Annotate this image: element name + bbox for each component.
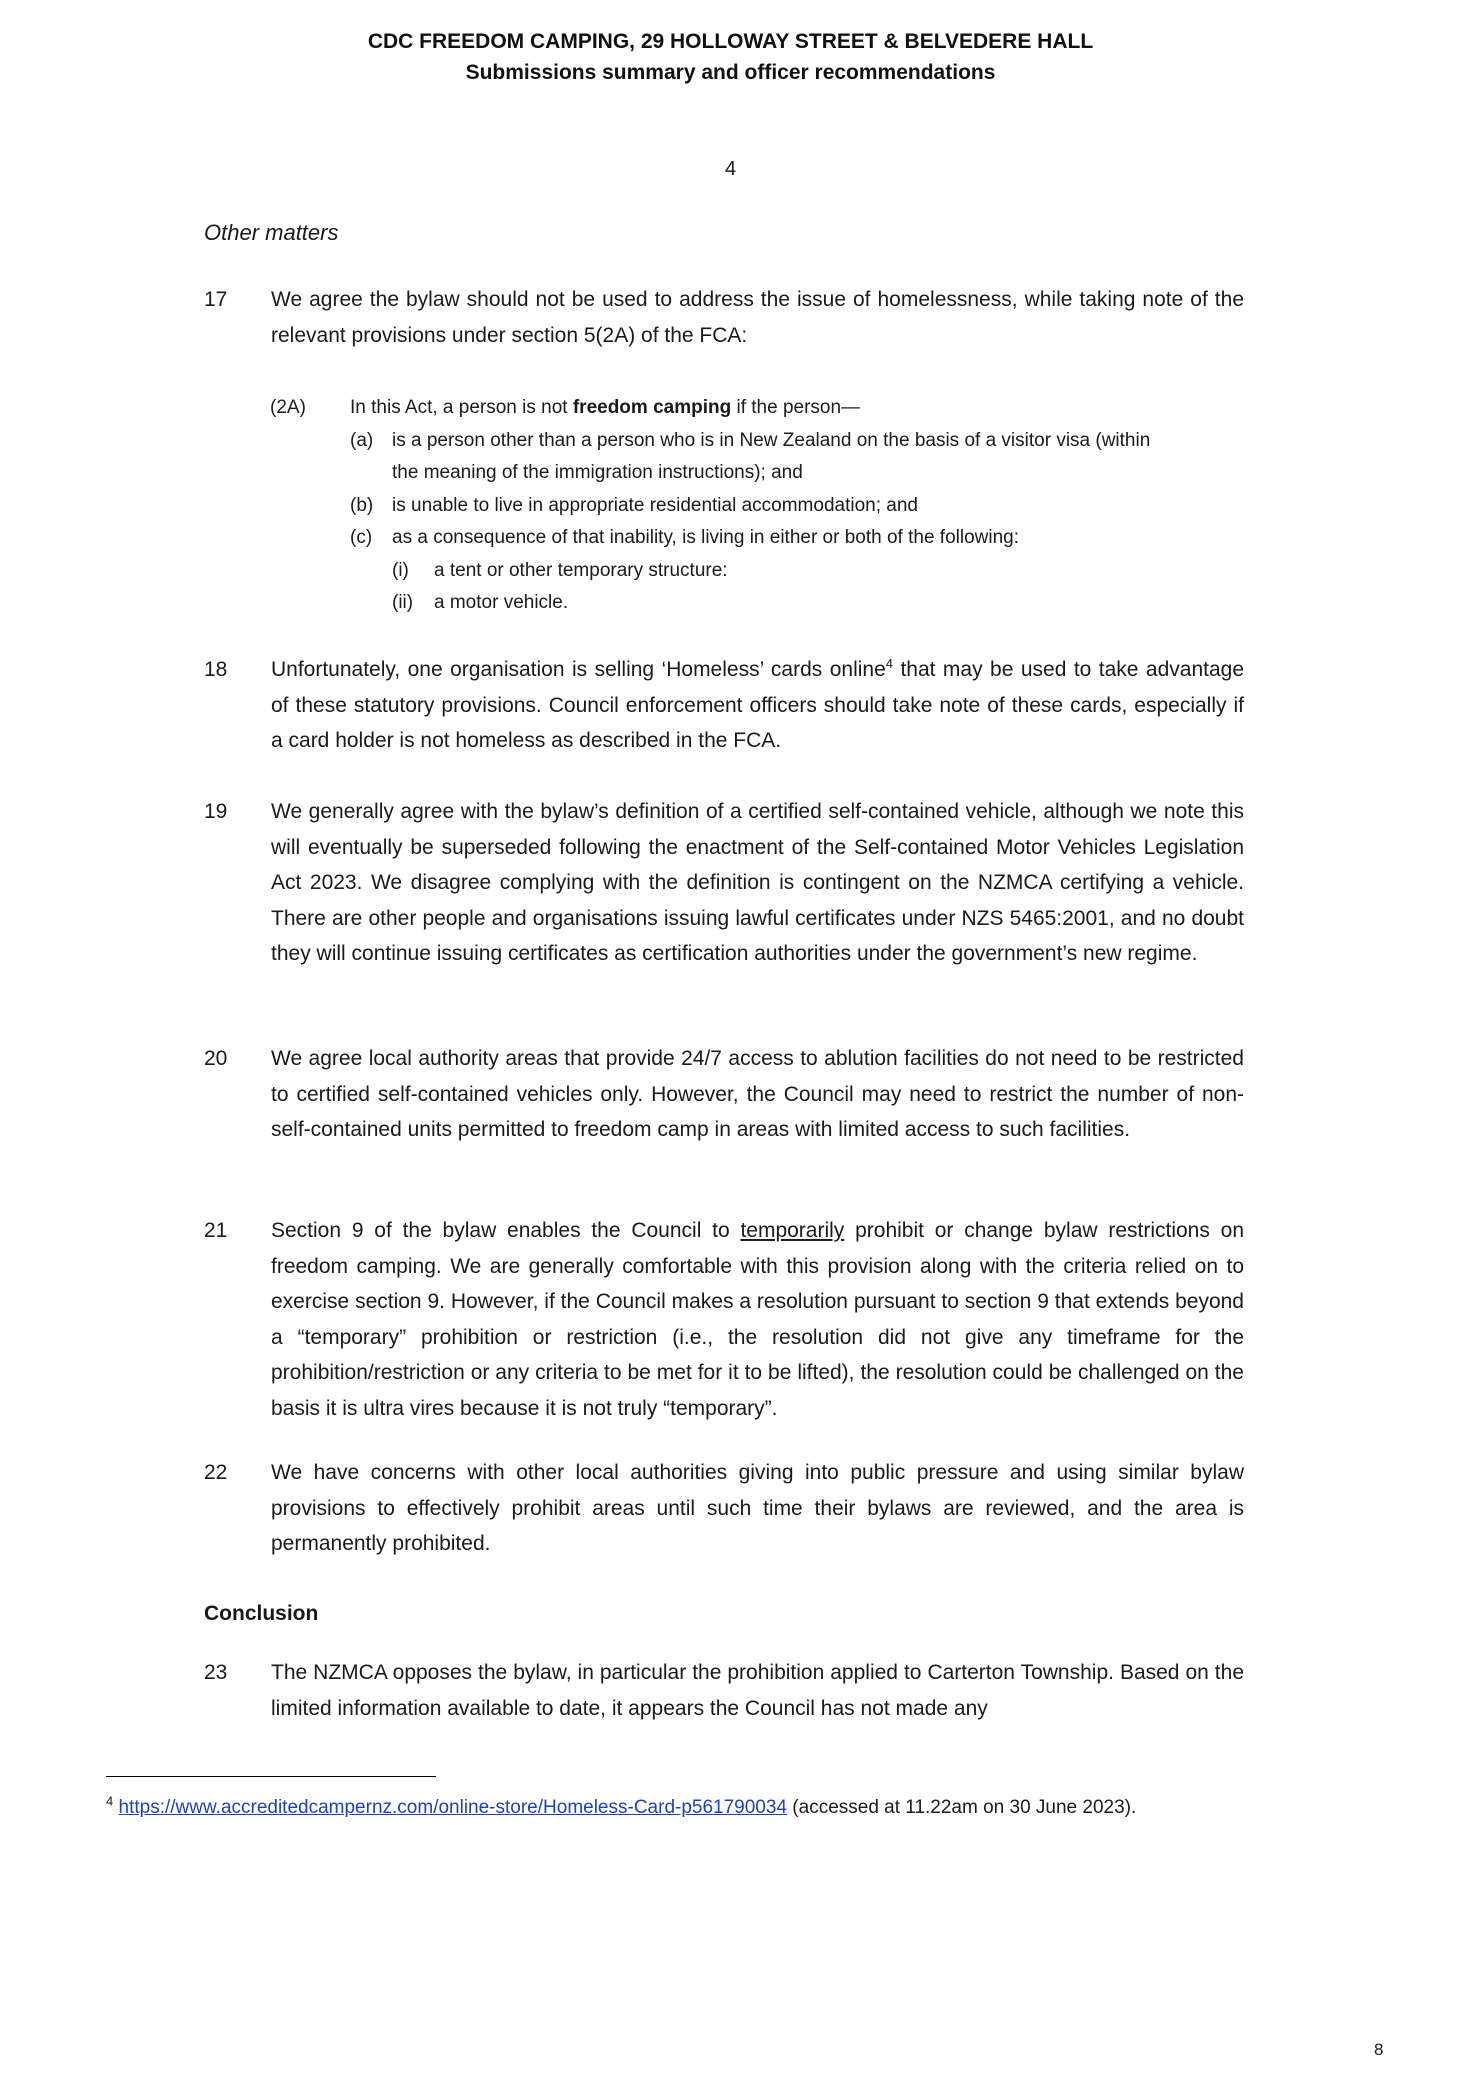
footnote-link[interactable]: https://www.accreditedcampernz.com/online-store/Homeless-Card-p561790034 xyxy=(118,1797,788,1818)
section-page-number: 4 xyxy=(724,158,737,180)
page-number: 8 xyxy=(1374,2040,1384,2059)
paragraph-number: 19 xyxy=(204,800,228,823)
quote-item-text: is unable to live in appropriate residential accommodation; and xyxy=(392,494,918,516)
paragraph-text: We generally agree with the bylaw’s definition of a certified self-contained vehicle, although we note this will eventually be superseded following the enactment of the Self-contained Motor Vehicles Legislation Act 2023. We disagree complying with the definition is contingent on the NZMCA certifying a vehicle. There are other people and organisations issuing lawful certificates under NZS 5465:2001, and no doubt they will continue issuing certificates as certification authorities under the government’s new regime. xyxy=(271,800,1244,965)
paragraph-number: 20 xyxy=(204,1047,228,1070)
quote-item-label: (c) xyxy=(350,527,373,548)
quote-intro: In this Act, a person is not freedom camping if the person— xyxy=(350,397,861,418)
quote-item-label: (b) xyxy=(350,494,374,516)
quote-subitem-label: (i) xyxy=(392,559,409,581)
quote-item-text: is a person other than a person who is in New Zealand on the basis of a visitor visa (within xyxy=(392,429,1151,451)
footnote-reference[interactable]: 4 xyxy=(885,656,893,671)
paragraph-text: We agree local authority areas that provide 24/7 access to ablution facilities do not need to be restricted to certified self-contained vehicles only. However, the Council may need to restrict the number of non-self-contained units permitted to freedom camp in areas with limited access to such facilities. xyxy=(271,1047,1244,1141)
footnote-number: 4 xyxy=(106,1793,114,1809)
header-subtitle: Submissions summary and officer recommendations xyxy=(465,61,996,84)
paragraph-text: We agree the bylaw should not be used to address the issue of homelessness, while taking note of the relevant provisions under section 5(2A) of the FCA: xyxy=(271,288,1244,347)
footnote-4 xyxy=(106,1794,1136,1822)
quote-subitem-text: a motor vehicle. xyxy=(434,592,569,613)
quote-item-label: (a) xyxy=(350,429,374,451)
quote-item-text: as a consequence of that inability, is living in either or both of the following: xyxy=(392,527,1020,548)
paragraph-number: 22 xyxy=(204,1461,228,1484)
paragraph-number: 18 xyxy=(204,658,228,681)
document-header xyxy=(0,26,1461,88)
quote-item-text: the meaning of the immigration instructions); and xyxy=(392,462,803,483)
paragraph-number: 23 xyxy=(204,1661,228,1684)
paragraph-text: Section 9 of the bylaw enables the Council to temporarily prohibit or change bylaw restrictions on freedom camping. We are generally comfortable with this provision along with the criteria relied on to exercise section 9. However, if the Council makes a resolution pursuant to section 9 that extends beyond a “temporary” prohibition or restriction (i.e., the resolution did not give any timeframe for the prohibition/restriction or any criteria to be met for it to be lifted), the resolution could be challenged on the basis it is ultra vires because it is not truly “temporary”. xyxy=(271,1219,1244,1420)
paragraph-number: 17 xyxy=(204,288,228,311)
section-heading-other-matters: Other matters xyxy=(204,220,339,245)
paragraph-number: 21 xyxy=(204,1219,228,1242)
paragraph-text: We have concerns with other local authorities giving into public pressure and using similar bylaw provisions to effectively prohibit areas until such time their bylaws are reviewed, and the area is permanently prohibited. xyxy=(271,1461,1244,1555)
footnote-divider xyxy=(106,1776,436,1777)
quote-section-label: (2A) xyxy=(270,397,306,418)
paragraph-text: Unfortunately, one organisation is selling ‘Homeless’ cards online$^4$ that may be used to take advantage of these statutory provisions. Council enforcement officers should take note of these cards, especially if a card holder is not homeless as described in the FCA. xyxy=(271,656,1245,752)
header-title: CDC FREEDOM CAMPING, 29 HOLLOWAY STREET & BELVEDERE HALL xyxy=(367,30,1094,53)
paragraph-text: The NZMCA opposes the bylaw, in particular the prohibition applied to Carterton Township. Based on the limited information available to date, it appears the Council has not made any xyxy=(271,1661,1244,1720)
footnote-access-note: (accessed at 11.22am on 30 June 2023). xyxy=(787,1797,1137,1818)
quote-subitem-text: a tent or other temporary structure: xyxy=(434,559,728,581)
section-heading-conclusion: Conclusion xyxy=(204,1602,319,1625)
quote-subitem-label: (ii) xyxy=(392,592,414,613)
statute-quote xyxy=(270,392,1250,620)
